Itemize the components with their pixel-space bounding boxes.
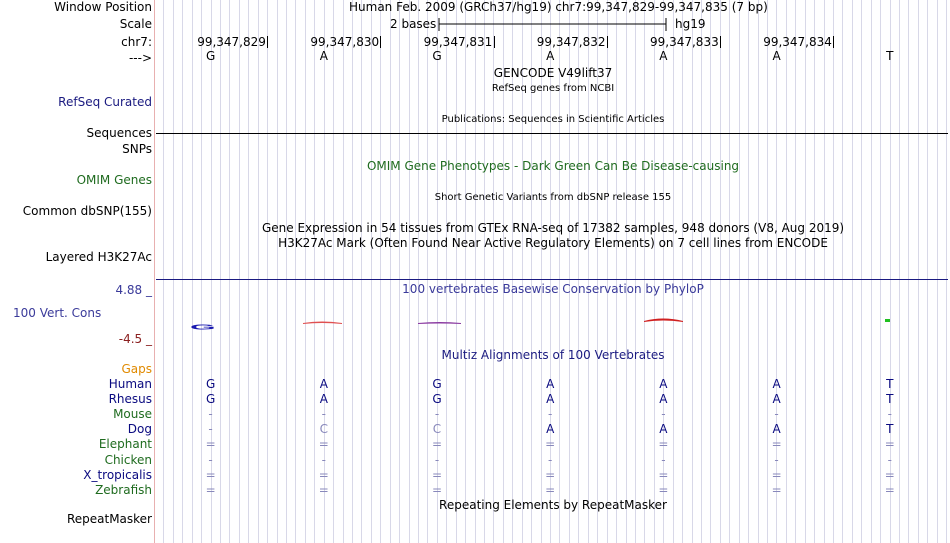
species-label-human[interactable]: Human: [108, 377, 152, 391]
species-base: -: [887, 453, 892, 467]
publications-track-title[interactable]: Publications: Sequences in Scientific Articles: [441, 114, 665, 125]
species-base: -: [774, 407, 779, 421]
conservation-logo: [156, 312, 948, 332]
species-base: A: [319, 392, 328, 406]
species-base: G: [205, 377, 216, 391]
species-base: A: [772, 422, 781, 436]
omim-genes-label[interactable]: OMIM Genes: [76, 173, 152, 187]
cons-logo-t-7: [885, 319, 890, 322]
species-base: =: [205, 483, 216, 497]
window-position-label: Window Position: [54, 0, 152, 14]
multiz-track-title[interactable]: Multiz Alignments of 100 Vertebrates: [441, 348, 665, 362]
position-tick: [833, 36, 834, 48]
species-base: -: [548, 453, 553, 467]
position-tick: [380, 36, 381, 48]
chrom-label: chr7:: [121, 35, 152, 49]
species-base: -: [548, 407, 553, 421]
repeatmasker-label[interactable]: RepeatMasker: [66, 512, 152, 526]
species-base: A: [659, 422, 668, 436]
species-base: =: [431, 437, 443, 451]
sequences-divider: [156, 133, 948, 134]
reference-base: G: [205, 49, 216, 63]
species-base: =: [545, 483, 556, 497]
species-base: A: [546, 377, 555, 391]
species-base: =: [658, 437, 669, 451]
species-base: =: [771, 468, 782, 482]
refseq-curated-label[interactable]: RefSeq Curated: [58, 95, 152, 109]
cons-track-title[interactable]: 100 vertebrates Basewise Conservation by PhyloP: [402, 282, 704, 296]
position-label: 99,347,830: [310, 35, 380, 49]
species-base: -: [321, 407, 326, 421]
species-base: G: [432, 377, 442, 391]
species-label-elephant[interactable]: Elephant: [98, 437, 152, 451]
species-base: G: [205, 392, 216, 406]
species-base: =: [318, 437, 329, 451]
species-label-x_tropicalis[interactable]: X_tropicalis: [83, 468, 152, 482]
species-base: =: [205, 437, 216, 451]
species-base: =: [545, 468, 556, 482]
omim-track-title[interactable]: OMIM Gene Phenotypes - Dark Green Can Be Disease-causing: [366, 159, 740, 173]
position-label: 99,347,833: [650, 35, 719, 49]
species-base: A: [546, 392, 555, 406]
position-label: 99,347,831: [423, 35, 493, 49]
refseq-track-title[interactable]: RefSeq genes from NCBI: [491, 83, 615, 94]
cons-label[interactable]: 100 Vert. Cons: [13, 306, 102, 320]
species-base: A: [319, 377, 328, 391]
species-base: C: [432, 422, 442, 436]
species-base: -: [661, 407, 666, 421]
species-base: =: [431, 483, 443, 497]
position-tick: [494, 36, 495, 48]
species-base: =: [318, 468, 329, 482]
species-base: -: [208, 407, 213, 421]
species-base: =: [771, 437, 782, 451]
species-base: -: [661, 453, 666, 467]
layered-h3k27ac-label[interactable]: Layered H3K27Ac: [45, 250, 152, 264]
species-base: =: [545, 437, 556, 451]
species-base: -: [434, 453, 440, 467]
snps-label[interactable]: SNPs: [122, 142, 152, 156]
position-tick: [720, 36, 721, 48]
species-base: -: [774, 453, 779, 467]
species-base: =: [318, 483, 329, 497]
species-base: A: [659, 392, 668, 406]
reference-base: A: [546, 49, 555, 63]
species-base: =: [431, 468, 443, 482]
species-base: T: [886, 392, 894, 406]
reference-base: A: [319, 49, 328, 63]
species-base: C: [319, 422, 328, 436]
species-label-zebrafish[interactable]: Zebrafish: [95, 483, 152, 497]
repeatmasker-track-title[interactable]: Repeating Elements by RepeatMasker: [439, 498, 667, 512]
species-base: T: [886, 422, 894, 436]
species-base: -: [208, 422, 213, 436]
reference-base: A: [772, 49, 781, 63]
species-base: -: [887, 407, 892, 421]
species-label-chicken[interactable]: Chicken: [104, 453, 152, 467]
species-base: A: [659, 377, 668, 391]
cons-max-label: 4.88 _: [115, 283, 152, 297]
scale-bar: [438, 17, 668, 32]
species-base: =: [205, 468, 216, 482]
position-tick: [607, 36, 608, 48]
reference-base: A: [659, 49, 668, 63]
reference-base: T: [886, 49, 894, 63]
position-label: 99,347,829: [197, 35, 266, 49]
gtex-track-title[interactable]: Gene Expression in 54 tissues from GTEx RNA-seq of 17382 samples, 948 donors (V8, Aug 2019): [261, 221, 845, 235]
species-base: -: [208, 453, 213, 467]
cons-logo-a-1: [303, 322, 342, 325]
h3k27ac-track-title[interactable]: H3K27Ac Mark (Often Found Near Active Regulatory Elements) on 7 cell lines from ENCODE: [278, 236, 828, 250]
cons-logo-g-1: G: [190, 322, 216, 332]
common-dbsnp-label[interactable]: Common dbSNP(155): [22, 204, 152, 218]
species-label-dog[interactable]: Dog: [127, 422, 152, 436]
reference-base: G: [432, 49, 442, 63]
species-base: =: [658, 483, 669, 497]
species-base: A: [772, 377, 781, 391]
sequences-label[interactable]: Sequences: [86, 126, 152, 140]
species-base: -: [321, 453, 326, 467]
species-label-mouse[interactable]: Mouse: [113, 407, 152, 421]
scale-label: Scale: [119, 17, 152, 31]
species-label-rhesus[interactable]: Rhesus: [108, 392, 152, 406]
species-base: =: [658, 468, 669, 482]
h3k27ac-divider: [156, 279, 948, 280]
strand-label: --->: [128, 51, 152, 65]
position-label: 99,347,834: [763, 35, 832, 49]
species-base: A: [772, 392, 781, 406]
species-base: -: [434, 407, 440, 421]
cons-logo-g-2: [418, 322, 461, 324]
cons-logo-a-4: [644, 319, 683, 323]
gencode-track-title[interactable]: GENCODE V49lift37: [493, 66, 613, 80]
species-base: =: [884, 468, 895, 482]
gaps-label[interactable]: Gaps: [121, 362, 152, 376]
scale-assembly: hg19: [675, 17, 706, 31]
species-base: T: [886, 377, 894, 391]
dbsnp-track-title[interactable]: Short Genetic Variants from dbSNP release 155: [434, 192, 672, 203]
species-base: G: [432, 392, 442, 406]
scale-text: 2 bases: [390, 17, 437, 31]
species-base: =: [771, 483, 782, 497]
species-base: =: [884, 483, 895, 497]
position-tick: [267, 36, 268, 48]
window-position-value[interactable]: Human Feb. 2009 (GRCh37/hg19) chr7:99,347,829-99,347,835 (7 bp): [349, 0, 768, 14]
cons-min-label: -4.5 _: [118, 332, 152, 346]
species-base: A: [546, 422, 555, 436]
species-base: =: [884, 437, 895, 451]
position-label: 99,347,832: [536, 35, 606, 49]
